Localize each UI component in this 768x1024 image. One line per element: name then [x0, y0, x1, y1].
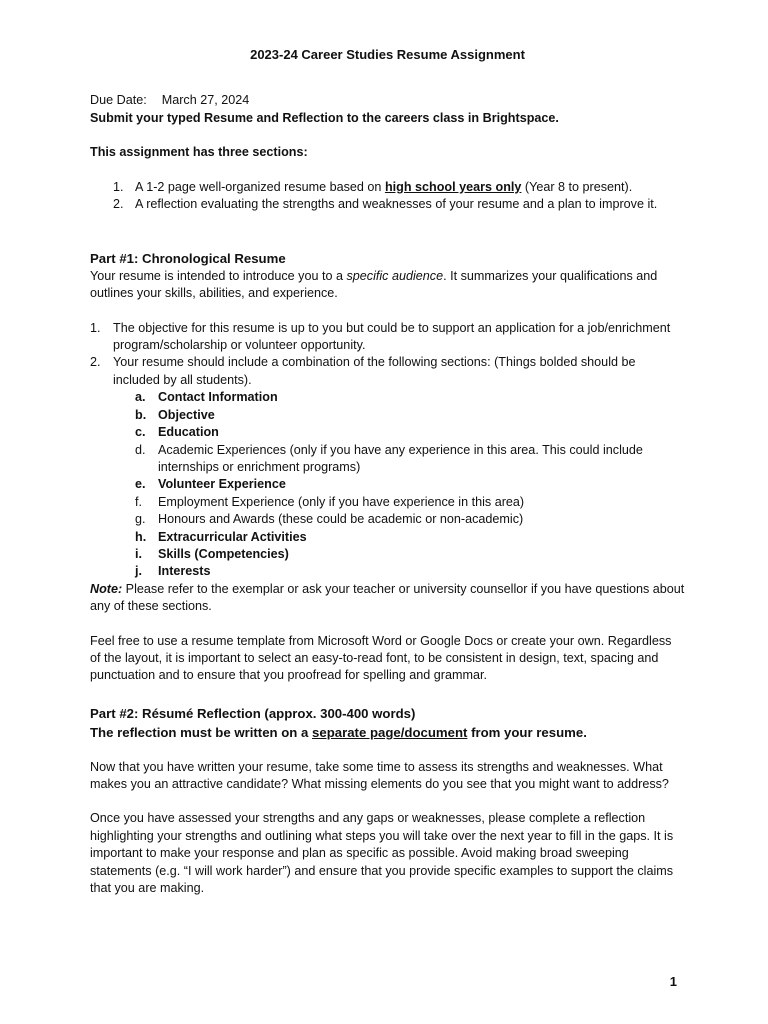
list-item: c. Education: [135, 425, 219, 440]
page-number: 1: [669, 974, 677, 989]
part2-subheading: The reflection must be written on a separate page/document from your resume.: [90, 725, 587, 741]
list-item: j. Interests: [135, 564, 211, 579]
list-item: 1. The objective for this resume is up to you but could be to support an application for a job/enrichment program/scholarship or volunteer opportunity.: [90, 320, 671, 353]
list-item: 2. Your resume should include a combination of the following sections: (Things bolded should be included by all students).: [90, 355, 636, 387]
high-school-emphasis: high school years only: [384, 179, 522, 194]
part1-list: [90, 320, 685, 390]
resume-sections-list: [135, 389, 685, 580]
list-item: a. Contact Information: [135, 390, 278, 405]
template-paragraph: Feel free to use a resume template from Microsoft Word or Google Docs or create your own. Regardless of the layout, it is important to select an easy-to-read font, to be consistent in design, text, spacing and punctuation and to ensure that you proofread for spelling and grammar.: [90, 633, 672, 683]
part1-heading: Part #1: Chronological Resume: [90, 251, 286, 267]
submit-instruction: Submit your typed Resume and Reflection to the careers class in Brightspace.: [90, 110, 559, 125]
list-item: b. Objective: [135, 407, 215, 422]
document-page: [90, 46, 685, 897]
list-item: d. Academic Experiences (only if you have any experience in this area. This could include internships or enrichment programs): [135, 442, 643, 474]
list-item: f. Employment Experience (only if you have experience in this area): [135, 494, 525, 509]
list-item: g. Honours and Awards (these could be academic or non-academic): [135, 512, 524, 527]
list-item: i. Skills (Competencies): [135, 546, 289, 561]
reflection-paragraph-2: Once you have assessed your strengths and any gaps or weaknesses, please complete a reflection highlighting your strengths and outlining what steps you will take over the next year to fill in the gaps. It is important to make your response and plan as specific as possible. Avoid making broad sweeping statements (e.g. “I will work harder”) and ensure that you provide specific examples to support the claims that you are making.: [90, 811, 674, 896]
document-title: 2023-24 Career Studies Resume Assignment: [250, 47, 525, 62]
sections-intro: This assignment has three sections:: [90, 145, 308, 160]
list-item: 1. A 1-2 page well-organized resume based on high school years only (Year 8 to present).: [113, 179, 633, 194]
reflection-paragraph-1: Now that you have written your resume, take some time to assess its strengths and weaknesses. What makes you an attractive candidate? What missing elements do you see that you might want to address?: [90, 759, 669, 791]
sections-list: [113, 179, 685, 214]
list-item: 2. A reflection evaluating the strengths and weaknesses of your resume and a plan to improve it.: [113, 197, 658, 212]
list-item: h. Extracurricular Activities: [135, 529, 307, 544]
list-item: e. Volunteer Experience: [135, 477, 286, 492]
part2-heading: Part #2: Résumé Reflection (approx. 300-400 words): [90, 705, 416, 721]
due-date-value: March 27, 2024: [161, 93, 250, 108]
note-paragraph: Note: Please refer to the exemplar or ask your teacher or university counsellor if you have questions about any of these sections.: [90, 581, 685, 614]
note-label: Note:: [90, 581, 123, 596]
due-date-line: [90, 92, 685, 109]
part1-intro: Your resume is intended to introduce you to a specific audience. It summarizes your qualifications and outlines your skills, abilities, and experience.: [90, 268, 658, 301]
due-date-label: Due Date:: [90, 93, 147, 108]
